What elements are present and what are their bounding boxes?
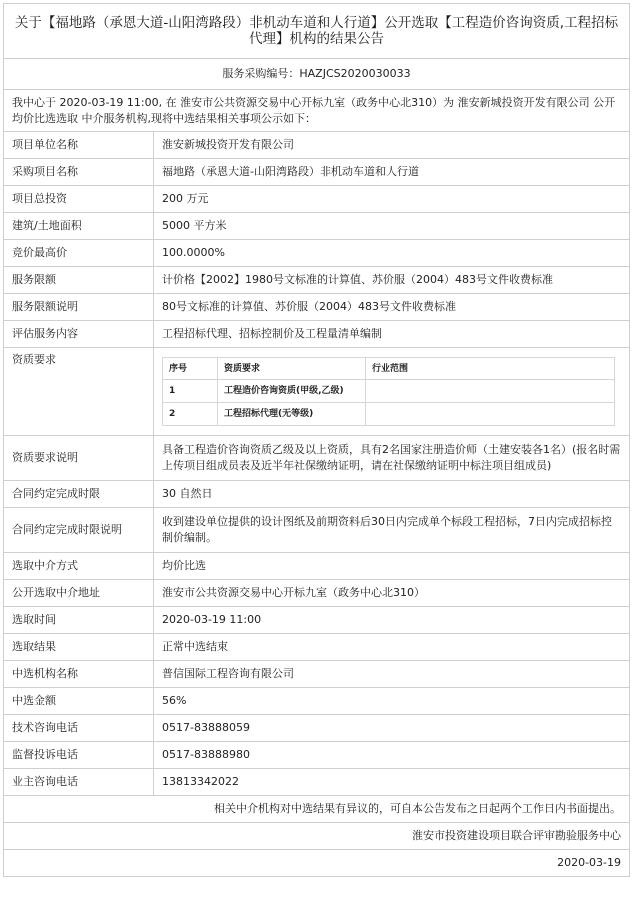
issuer-name: 淮安市投资建设项目联合评审勘验服务中心 <box>4 823 630 850</box>
table-row <box>4 240 630 267</box>
row-label: 资质要求 <box>4 348 154 436</box>
table-row <box>4 634 630 661</box>
row-value: 13813342022 <box>154 769 630 796</box>
row-value: 正常中选结束 <box>154 634 630 661</box>
row-value: 0517-83888980 <box>154 742 630 769</box>
header-scope: 行业范围 <box>366 358 615 380</box>
row-value: 福地路（承恩大道-山阳湾路段）非机动车道和人行道 <box>154 159 630 186</box>
row-value: 100.0000% <box>154 240 630 267</box>
table-row <box>4 553 630 580</box>
row-value: 56% <box>154 688 630 715</box>
row-value: 工程招标代理、招标控制价及工程量清单编制 <box>154 321 630 348</box>
row-value: 具备工程造价咨询资质乙级及以上资质，具有2名国家注册造价师（土建安装各1名）(报名时需上传项目组成员表及近半年社保缴纳证明，请在社保缴纳证明中标注项目组成员) <box>154 436 630 481</box>
announcement-title: 关于【福地路（承恩大道-山阳湾路段）非机动车道和人行道】公开选取【工程造价咨询资质,工程招标代理】机构的结果公告 <box>4 4 630 59</box>
table-row <box>4 688 630 715</box>
row-label: 评估服务内容 <box>4 321 154 348</box>
table-row <box>4 294 630 321</box>
row-label: 项目总投资 <box>4 186 154 213</box>
table-row <box>4 436 630 481</box>
qualification-table <box>162 357 615 426</box>
row-label: 合同约定完成时限 <box>4 481 154 508</box>
table-row <box>4 607 630 634</box>
qual-no: 2 <box>163 403 218 426</box>
row-value: 200 万元 <box>154 186 630 213</box>
table-row <box>4 481 630 508</box>
serial-number: 服务采购编号：HAZJCS2020030033 <box>4 59 630 90</box>
header-no: 序号 <box>163 358 218 380</box>
row-label: 业主咨询电话 <box>4 769 154 796</box>
row-label: 竞价最高价 <box>4 240 154 267</box>
table-row <box>4 213 630 240</box>
publish-date: 2020-03-19 <box>4 850 630 877</box>
table-row <box>4 321 630 348</box>
row-value: 淮安新城投资开发有限公司 <box>154 132 630 159</box>
row-label: 服务限额 <box>4 267 154 294</box>
row-value: 30 自然日 <box>154 481 630 508</box>
row-label: 资质要求说明 <box>4 436 154 481</box>
intro-text: 我中心于 2020-03-19 11:00, 在 淮安市公共资源交易中心开标九室（政务中心北310）为 淮安新城投资开发有限公司 公开均价比选选取 中介服务机构,现将中选结果相关事项公示如下： <box>4 90 630 132</box>
qual-requirement: 工程招标代理(无等级) <box>218 403 366 426</box>
row-value: 0517-83888059 <box>154 715 630 742</box>
row-label: 项目单位名称 <box>4 132 154 159</box>
row-label: 中选金额 <box>4 688 154 715</box>
table-row <box>4 508 630 553</box>
row-label: 选取结果 <box>4 634 154 661</box>
header-requirement: 资质要求 <box>218 358 366 380</box>
row-value: 收到建设单位提供的设计图纸及前期资料后30日内完成单个标段工程招标，7日内完成招标控制价编制。 <box>154 508 630 553</box>
row-value: 均价比选 <box>154 553 630 580</box>
row-value: 2020-03-19 11:00 <box>154 607 630 634</box>
row-label: 中选机构名称 <box>4 661 154 688</box>
table-row <box>4 267 630 294</box>
row-label: 建筑/土地面积 <box>4 213 154 240</box>
qualification-row <box>163 380 615 403</box>
table-row <box>4 742 630 769</box>
objection-notice: 相关中介机构对中选结果有异议的，可自本公告发布之日起两个工作日内书面提出。 <box>4 796 630 823</box>
table-row <box>4 186 630 213</box>
announcement-page <box>3 3 629 877</box>
row-value: 计价格【2002】1980号文标准的计算值、苏价服（2004）483号文件收费标准 <box>154 267 630 294</box>
table-row <box>4 769 630 796</box>
row-label: 采购项目名称 <box>4 159 154 186</box>
table-row <box>4 661 630 688</box>
qualification-cell <box>154 348 630 436</box>
table-row <box>4 715 630 742</box>
row-value: 80号文标准的计算值、苏价服（2004）483号文件收费标准 <box>154 294 630 321</box>
announcement-table <box>3 3 630 877</box>
row-label: 合同约定完成时限说明 <box>4 508 154 553</box>
row-label: 服务限额说明 <box>4 294 154 321</box>
row-label: 公开选取中介地址 <box>4 580 154 607</box>
row-label: 监督投诉电话 <box>4 742 154 769</box>
table-row <box>4 159 630 186</box>
qualification-header-row <box>163 358 615 380</box>
row-value: 5000 平方米 <box>154 213 630 240</box>
qual-no: 1 <box>163 380 218 403</box>
row-label: 选取中介方式 <box>4 553 154 580</box>
qual-scope <box>366 403 615 426</box>
table-row <box>4 132 630 159</box>
row-label: 技术咨询电话 <box>4 715 154 742</box>
qualification-row <box>163 403 615 426</box>
row-label: 选取时间 <box>4 607 154 634</box>
row-value: 普信国际工程咨询有限公司 <box>154 661 630 688</box>
qual-requirement: 工程造价咨询资质(甲级,乙级) <box>218 380 366 403</box>
row-value: 淮安市公共资源交易中心开标九室（政务中心北310） <box>154 580 630 607</box>
table-row <box>4 580 630 607</box>
qual-scope <box>366 380 615 403</box>
table-row-qualification <box>4 348 630 436</box>
